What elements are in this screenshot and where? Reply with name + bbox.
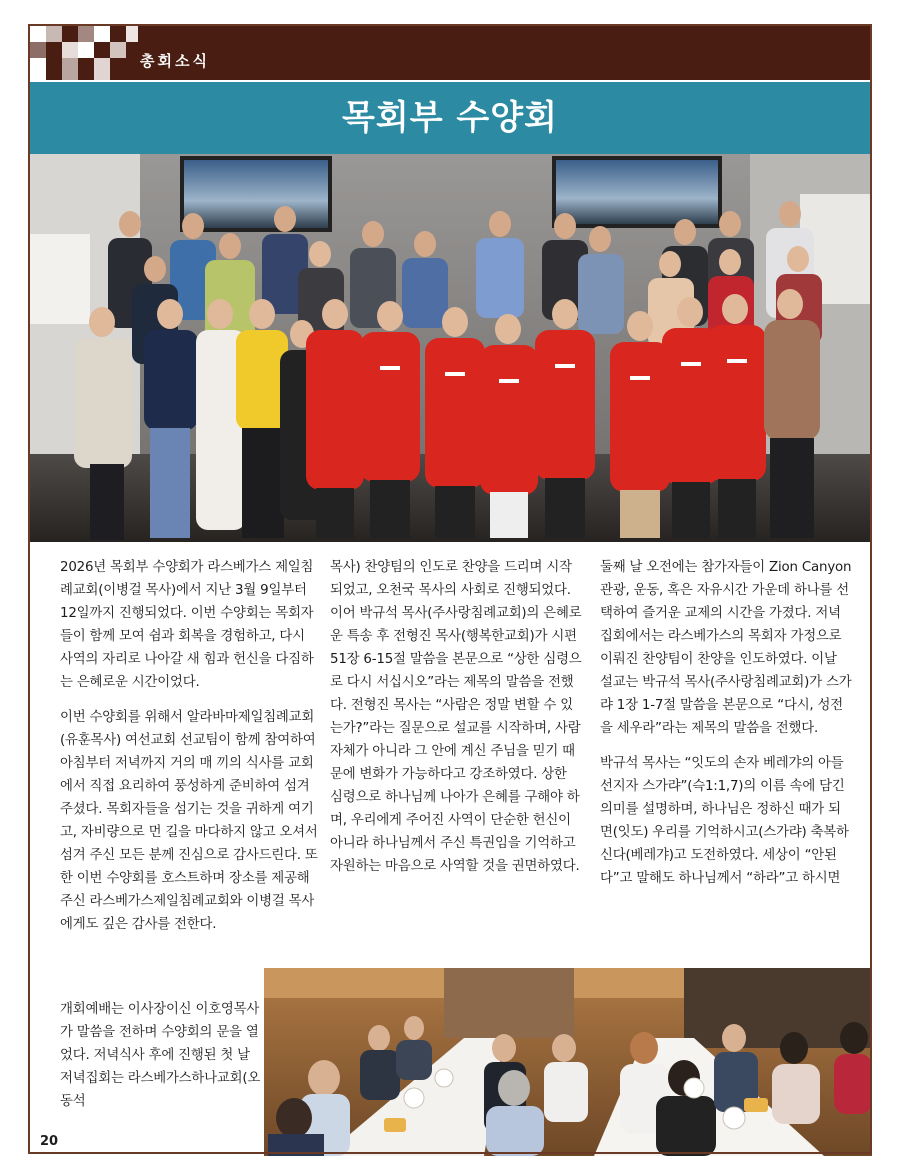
article-title: 목회부 수양회 — [342, 98, 558, 138]
paragraph: 둘째 날 오전에는 참가자들이 Zion Canyon 관광, 운동, 혹은 자유시간 가운데 하나를 선택하여 즐거운 교제의 시간을 가졌다. 저녁 집회에서는 라스베가스의 목회자 가정으로 이뤄진 찬양팀이 찬양을 인도하였다. 이날 설교는 박규석 목사(주사랑침례교회)가 스가랴 1장 1-7절 말씀을 본문으로 “다시, 성전을 세우라”라는 제목의 말씀을 전했다. — [600, 560, 852, 736]
page-frame — [28, 24, 872, 1154]
section-label: 총회소식 — [140, 52, 210, 70]
paragraph: 이번 수양회를 위해서 알라바마제일침례교회(유훈목사) 여선교회 선교팀이 함께 참여하여 아침부터 저녁까지 거의 매 끼의 식사를 교회에서 직접 요리하여 풍성하게 준비하여 섬겨 주셨다. 목회자들을 섬기는 것을 귀하게 여기고, 자비량으로 먼 길을 마다하지 않고 오셔서 섬겨 주신 모든 분께 진심으로 감사드린다. 또한 이번 수양회를 호스트하며 장소를 제공해 주신 라스베가스제일침례교회와 이병걸 목사에게도 깊은 감사를 전한다. — [60, 710, 318, 932]
paragraph: 개회예배는 이사장이신 이호영목사가 말씀을 전하며 수양회의 문을 열었다. 저녁식사 후에 진행된 첫 날 저녁집회는 라스베가스하나교회(오동석 — [60, 1002, 261, 1109]
page-number: 20 — [40, 1134, 59, 1149]
paragraph: 박규석 목사는 “잇도의 손자 베레갸의 아들 선지자 스가랴”(슥1:1,7)의 이름 속에 담긴 의미를 설명하며, 하나님은 정하신 때가 되면(잇도) 우리를 기억하시고(스가랴) 축복하신다(베레갸)고 도전하였다. 세상이 “안된다”고 말해도 하나님께서 “하라”고 하시면 — [600, 756, 849, 886]
paragraph: 목사) 찬양팀의 인도로 찬양을 드리며 시작되었고, 오천국 목사의 사회로 진행되었다. 이어 박규석 목사(주사랑침례교회)의 은혜로운 특송 후 전형진 목사(행복한교회)가 시편 51장 6-15절 말씀을 본문으로 “상한 심령으로 다시 서십시오”라는 제목의 말씀을 전했다. 전형진 목사는 “사람은 정말 변할 수 있는가?”라는 질문으로 설교를 시작하며, 사람 자체가 아니라 그 안에 계신 주님을 믿기 때문에 변화가 가능하다고 강조하였다. 상한 심령으로 하나님께 나아가 은혜를 구해야 하며, 우리에게 주어진 사역이 단순한 헌신이 아니라 하나님께서 주신 특권임을 기억하고 자원하는 마음으로 사역할 것을 권면하였다. — [330, 560, 582, 874]
paragraph: 2026년 목회부 수양회가 라스베가스 제일침례교회(이병걸 목사)에서 지난 3월 9일부터 12일까지 진행되었다. 이번 수양회는 목회자들이 함께 모여 쉼과 회복을 경험하고, 다시 사역의 자리로 나아갈 새 힘과 헌신을 다짐하는 은혜로운 시간이었다. — [60, 560, 314, 690]
